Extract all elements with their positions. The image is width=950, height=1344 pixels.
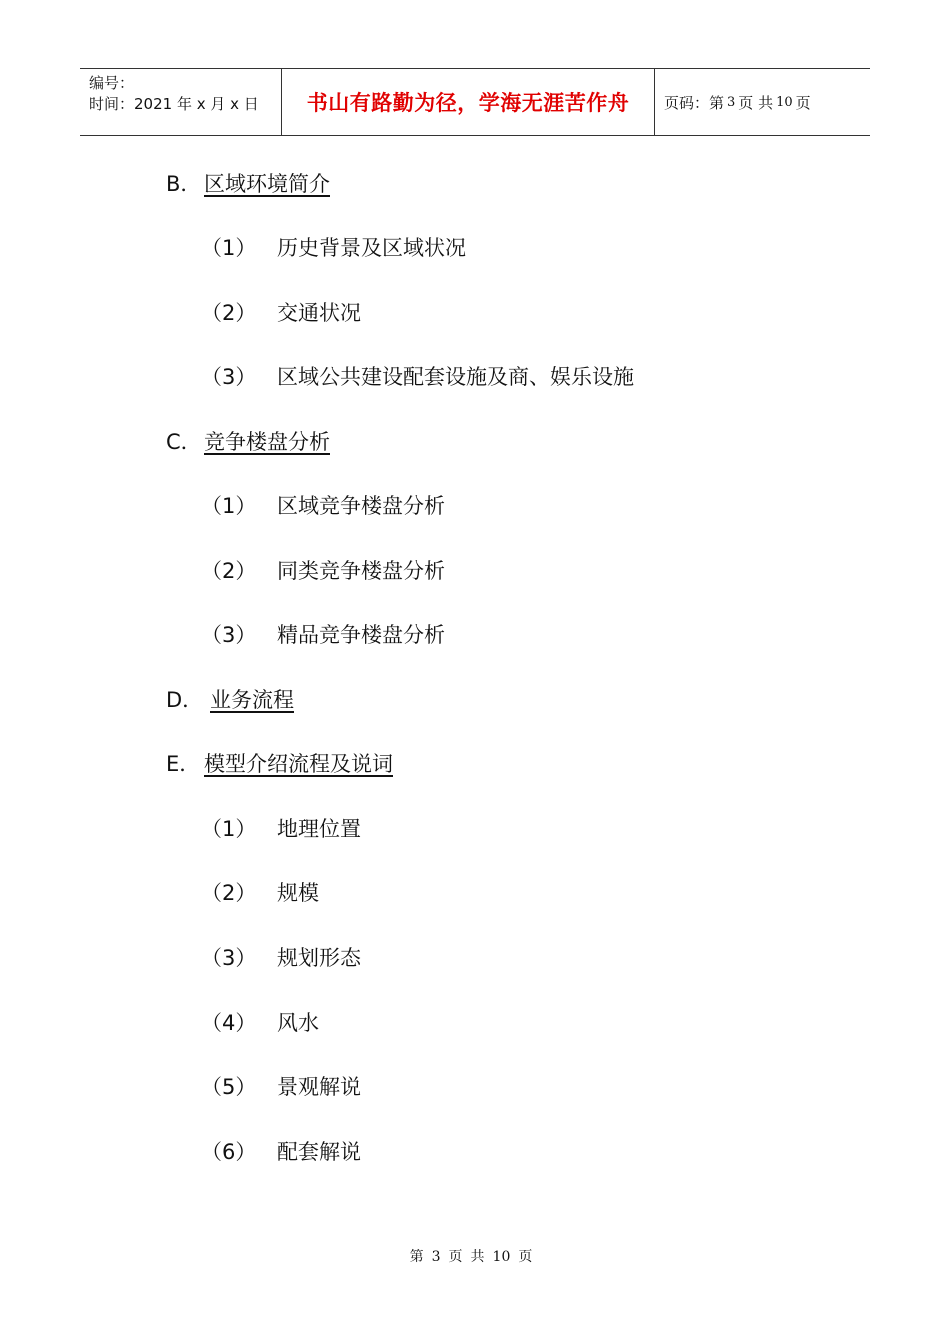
item-number: （5） xyxy=(201,1075,257,1099)
item-number: （1） xyxy=(201,494,257,518)
list-item xyxy=(201,491,445,521)
document-number-label: 编号： xyxy=(89,74,135,92)
item-text: 区域竞争楼盘分析 xyxy=(277,494,445,518)
section-title: 业务流程 xyxy=(210,688,294,712)
section-e-heading xyxy=(166,749,393,779)
page-current: 3 xyxy=(727,94,736,110)
list-item xyxy=(201,620,445,650)
header-meta xyxy=(80,69,281,135)
section-letter: B． xyxy=(166,172,202,196)
section-letter: E． xyxy=(166,752,201,776)
section-d-heading xyxy=(166,685,294,715)
item-text: 区域公共建设配套设施及商、娱乐设施 xyxy=(277,365,634,389)
page-label: 页码：第 xyxy=(664,93,725,112)
page-total: 10 xyxy=(776,94,793,110)
item-text: 交通状况 xyxy=(277,301,361,325)
section-b-heading xyxy=(166,169,330,199)
list-item xyxy=(201,556,445,586)
footer-pre: 第 xyxy=(409,1249,424,1265)
page-suffix: 页 xyxy=(795,93,811,112)
item-number: （3） xyxy=(201,365,257,389)
list-item xyxy=(201,1008,319,1038)
item-text: 历史背景及区域状况 xyxy=(277,236,466,260)
page-header xyxy=(80,68,870,136)
item-text: 规划形态 xyxy=(277,946,361,970)
section-title: 区域环境简介 xyxy=(204,172,330,196)
item-number: （4） xyxy=(201,1011,257,1035)
item-number: （3） xyxy=(201,623,257,647)
item-text: 精品竞争楼盘分析 xyxy=(277,623,445,647)
item-text: 地理位置 xyxy=(277,817,361,841)
item-text: 景观解说 xyxy=(277,1075,361,1099)
item-number: （2） xyxy=(201,301,257,325)
footer-total: 10 xyxy=(492,1249,511,1265)
list-item xyxy=(201,1137,361,1167)
list-item xyxy=(201,233,466,263)
item-number: （2） xyxy=(201,881,257,905)
item-text: 配套解说 xyxy=(277,1140,361,1164)
footer-current: 3 xyxy=(431,1249,441,1265)
section-title: 模型介绍流程及说词 xyxy=(204,752,393,776)
header-page-indicator xyxy=(655,69,870,135)
list-item xyxy=(201,943,361,973)
list-item xyxy=(201,1072,361,1102)
item-number: （6） xyxy=(201,1140,257,1164)
item-text: 风水 xyxy=(277,1011,319,1035)
item-number: （3） xyxy=(201,946,257,970)
item-number: （1） xyxy=(201,236,257,260)
document-date: 时间：2021 年 x 月 x 日 xyxy=(89,95,259,113)
footer-mid2: 共 xyxy=(470,1249,485,1265)
item-text: 规模 xyxy=(277,881,319,905)
header-motto: 书山有路勤为径，学海无涯苦作舟 xyxy=(281,69,655,135)
item-number: （2） xyxy=(201,559,257,583)
footer-post: 页 xyxy=(518,1249,533,1265)
page-footer xyxy=(0,1246,950,1266)
section-letter: D． xyxy=(166,688,204,712)
item-text: 同类竞争楼盘分析 xyxy=(277,559,445,583)
footer-mid1: 页 xyxy=(448,1249,463,1265)
item-number: （1） xyxy=(201,817,257,841)
list-item xyxy=(201,814,361,844)
section-c-heading xyxy=(166,427,330,457)
list-item xyxy=(201,298,361,328)
list-item xyxy=(201,362,634,392)
list-item xyxy=(201,878,319,908)
section-letter: C． xyxy=(166,430,202,454)
section-title: 竞争楼盘分析 xyxy=(204,430,330,454)
page-mid: 页 共 xyxy=(738,93,774,112)
